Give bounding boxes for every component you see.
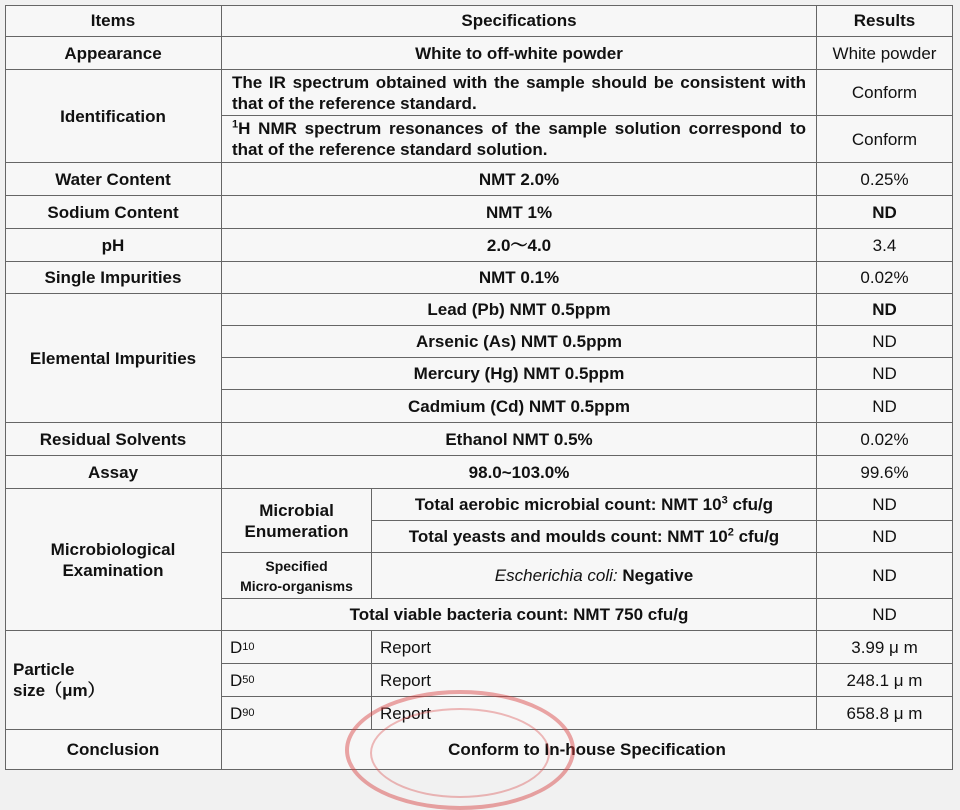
spec-identification-nmr xyxy=(222,116,817,163)
result-ecoli: ND xyxy=(817,553,953,599)
spec-single-impurities: NMT 0.1% xyxy=(222,262,817,294)
ecoli-text: Escherichia coli: Negative xyxy=(494,566,694,585)
d90-label: D 90 xyxy=(222,697,372,730)
spec-residual-solvents: Ethanol NMT 0.5% xyxy=(222,423,817,456)
spec-cadmium: Cadmium (Cd) NMT 0.5ppm xyxy=(222,390,817,423)
item-elemental-impurities: Elemental Impurities xyxy=(5,294,222,423)
header-results: Results xyxy=(817,5,953,37)
result-residual-solvents: 0.02% xyxy=(817,423,953,456)
result-identification-ir: Conform xyxy=(817,70,953,116)
spec-tamc xyxy=(372,489,817,521)
result-water-content: 0.25% xyxy=(817,163,953,196)
spec-assay: 98.0~103.0% xyxy=(222,456,817,489)
tamc-text: Total aerobic microbial count: NMT $10^3$ cfu/g xyxy=(414,494,774,514)
nmr-spec-text xyxy=(232,118,806,160)
result-lead: ND xyxy=(817,294,953,326)
result-cadmium: ND xyxy=(817,390,953,423)
result-mercury: ND xyxy=(817,358,953,390)
particle-line2: size（μm） xyxy=(13,681,105,700)
spec-ecoli xyxy=(372,553,817,599)
result-assay: 99.6% xyxy=(817,456,953,489)
specified-line1: Specified xyxy=(265,557,328,574)
spec-sodium-content: NMT 1% xyxy=(222,196,817,229)
conclusion-value: Conform to In-house Specification xyxy=(222,730,953,770)
item-assay: Assay xyxy=(5,456,222,489)
specification-table xyxy=(5,5,953,770)
result-ph: 3.4 xyxy=(817,229,953,262)
item-water-content: Water Content xyxy=(5,163,222,196)
specified-micro-organisms-label xyxy=(222,553,372,599)
result-single-impurities: 0.02% xyxy=(817,262,953,294)
result-tamc: ND xyxy=(817,489,953,521)
spec-arsenic: Arsenic (As) NMT 0.5ppm xyxy=(222,326,817,358)
spec-mercury: Mercury (Hg) NMT 0.5ppm xyxy=(222,358,817,390)
d50-label: D 50 xyxy=(222,664,372,697)
spec-ph: 2.0～4.0 xyxy=(222,229,817,262)
micro-line1: Microbiological xyxy=(50,539,176,559)
micro-line2: Examination xyxy=(62,560,164,580)
item-identification: Identification xyxy=(5,70,222,163)
tymc-text: Total yeasts and moulds count: NMT $10^2$ cfu/g xyxy=(408,526,780,546)
spec-appearance: White to off-white powder xyxy=(222,37,817,70)
header-specifications: Specifications xyxy=(222,5,817,37)
result-sodium-content: ND xyxy=(817,196,953,229)
result-appearance: White powder xyxy=(817,37,953,70)
result-tvbc: ND xyxy=(817,599,953,631)
item-appearance: Appearance xyxy=(5,37,222,70)
result-identification-nmr: Conform xyxy=(817,116,953,163)
spec-tymc xyxy=(372,521,817,553)
result-tymc: ND xyxy=(817,521,953,553)
spec-water-content: NMT 2.0% xyxy=(222,163,817,196)
specified-line2: Micro-organisms xyxy=(240,577,353,594)
spec-identification-ir xyxy=(222,70,817,116)
header-items: Items xyxy=(5,5,222,37)
spec-d10: Report xyxy=(372,631,817,664)
item-particle-size xyxy=(5,631,222,730)
item-microbiological-examination xyxy=(5,489,222,631)
nmr-superscript: 1 xyxy=(232,118,239,131)
spec-d90: Report xyxy=(372,697,817,730)
item-conclusion: Conclusion xyxy=(5,730,222,770)
item-sodium-content: Sodium Content xyxy=(5,196,222,229)
result-arsenic: ND xyxy=(817,326,953,358)
enum-line1: Microbial xyxy=(259,500,334,520)
spec-lead: Lead (Pb) NMT 0.5ppm xyxy=(222,294,817,326)
particle-line1: Particle xyxy=(13,660,75,679)
d10-label: D 10 xyxy=(222,631,372,664)
item-single-impurities: Single Impurities xyxy=(5,262,222,294)
microbial-enumeration-label xyxy=(222,489,372,553)
result-d10: 3.99 μ m xyxy=(817,631,953,664)
nmr-text: H NMR spectrum resonances of the sample solution correspond to that of the reference standard solution. xyxy=(232,119,806,159)
ir-spec-text: The IR spectrum obtained with the sample should be consistent with that of the reference standard. xyxy=(232,72,806,113)
item-residual-solvents: Residual Solvents xyxy=(5,423,222,456)
result-d90: 658.8 μ m xyxy=(817,697,953,730)
result-d50: 248.1 μ m xyxy=(817,664,953,697)
spec-tvbc: Total viable bacteria count: NMT 750 cfu/g xyxy=(222,599,817,631)
spec-d50: Report xyxy=(372,664,817,697)
enum-line2: Enumeration xyxy=(244,521,349,541)
item-ph: pH xyxy=(5,229,222,262)
